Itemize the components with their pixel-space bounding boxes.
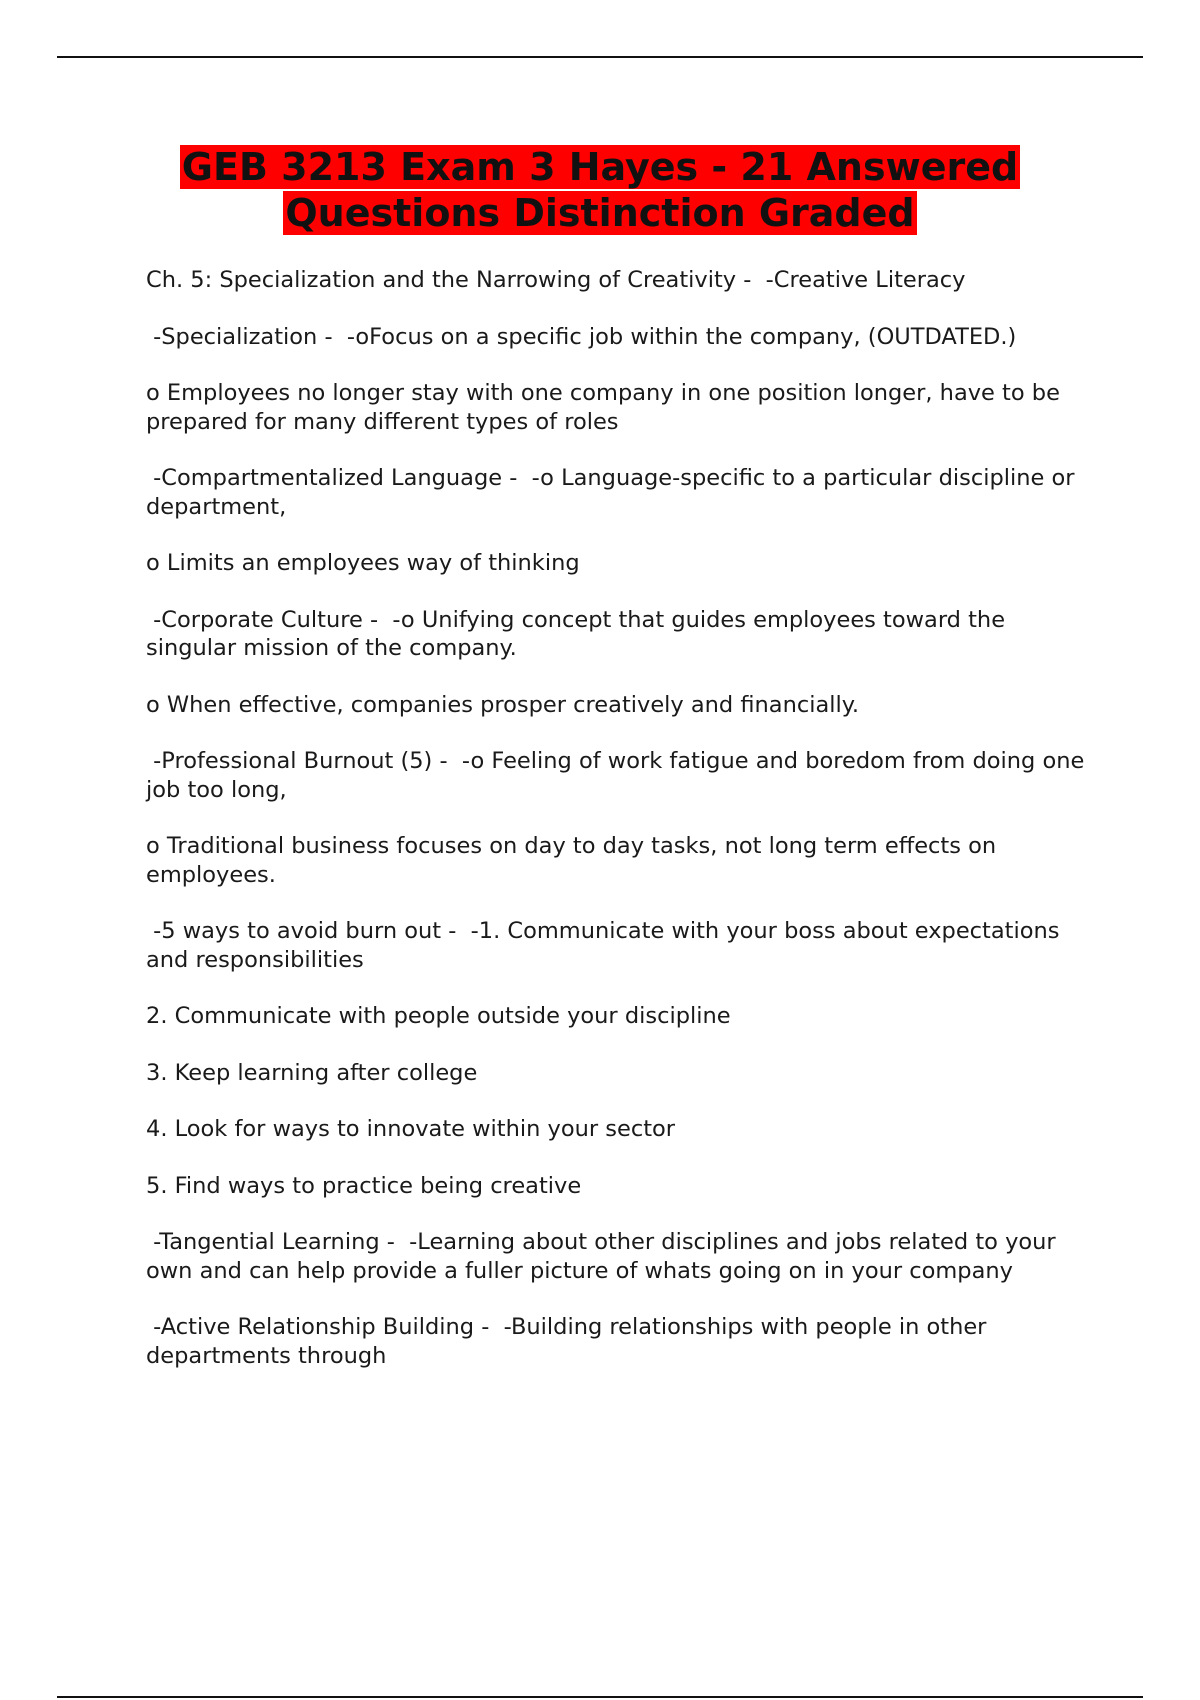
paragraph: o Employees no longer stay with one company in one position longer, have to be prepared for many different types of roles bbox=[146, 380, 1068, 435]
paragraph: o Traditional business focuses on day to day tasks, not long term effects on employees. bbox=[146, 833, 1004, 888]
paragraph: -Tangential Learning - -Learning about other disciplines and jobs related to your own and can help provide a fuller picture of whats going on in your company bbox=[146, 1229, 1063, 1284]
paragraph: -Professional Burnout (5) - -o Feeling of work fatigue and boredom from doing one job too long, bbox=[146, 748, 1092, 803]
paragraph: -Compartmentalized Language - -o Language-specific to a particular discipline or department, bbox=[146, 465, 1082, 520]
document-body bbox=[146, 266, 1096, 1398]
paragraph: 3. Keep learning after college bbox=[146, 1059, 478, 1086]
paragraph: 4. Look for ways to innovate within your sector bbox=[146, 1116, 676, 1142]
paragraph: 2. Communicate with people outside your discipline bbox=[146, 1003, 731, 1029]
bottom-rule bbox=[57, 1696, 1143, 1698]
paragraph: -Specialization - -oFocus on a specific job within the company, (OUTDATED.) bbox=[146, 323, 1017, 350]
title-block bbox=[0, 144, 1200, 236]
paragraph: 5. Find ways to practice being creative bbox=[146, 1172, 582, 1199]
paragraph: -Active Relationship Building - -Building relationships with people in other departments through bbox=[146, 1314, 994, 1369]
paragraph: -Corporate Culture - -o Unifying concept that guides employees toward the singular mission of the company. bbox=[146, 606, 1013, 661]
paragraph: o Limits an employees way of thinking bbox=[146, 550, 580, 576]
top-rule bbox=[57, 56, 1143, 58]
paragraph: -5 ways to avoid burn out - -1. Communicate with your boss about expectations and responsibilities bbox=[146, 918, 1067, 973]
document-title: GEB 3213 Exam 3 Hayes - 21 Answered Questions Distinction Graded bbox=[181, 145, 1019, 235]
paragraph: o When effective, companies prosper creatively and financially. bbox=[146, 691, 860, 718]
paragraph: Ch. 5: Specialization and the Narrowing of Creativity - -Creative Literacy bbox=[146, 267, 966, 293]
